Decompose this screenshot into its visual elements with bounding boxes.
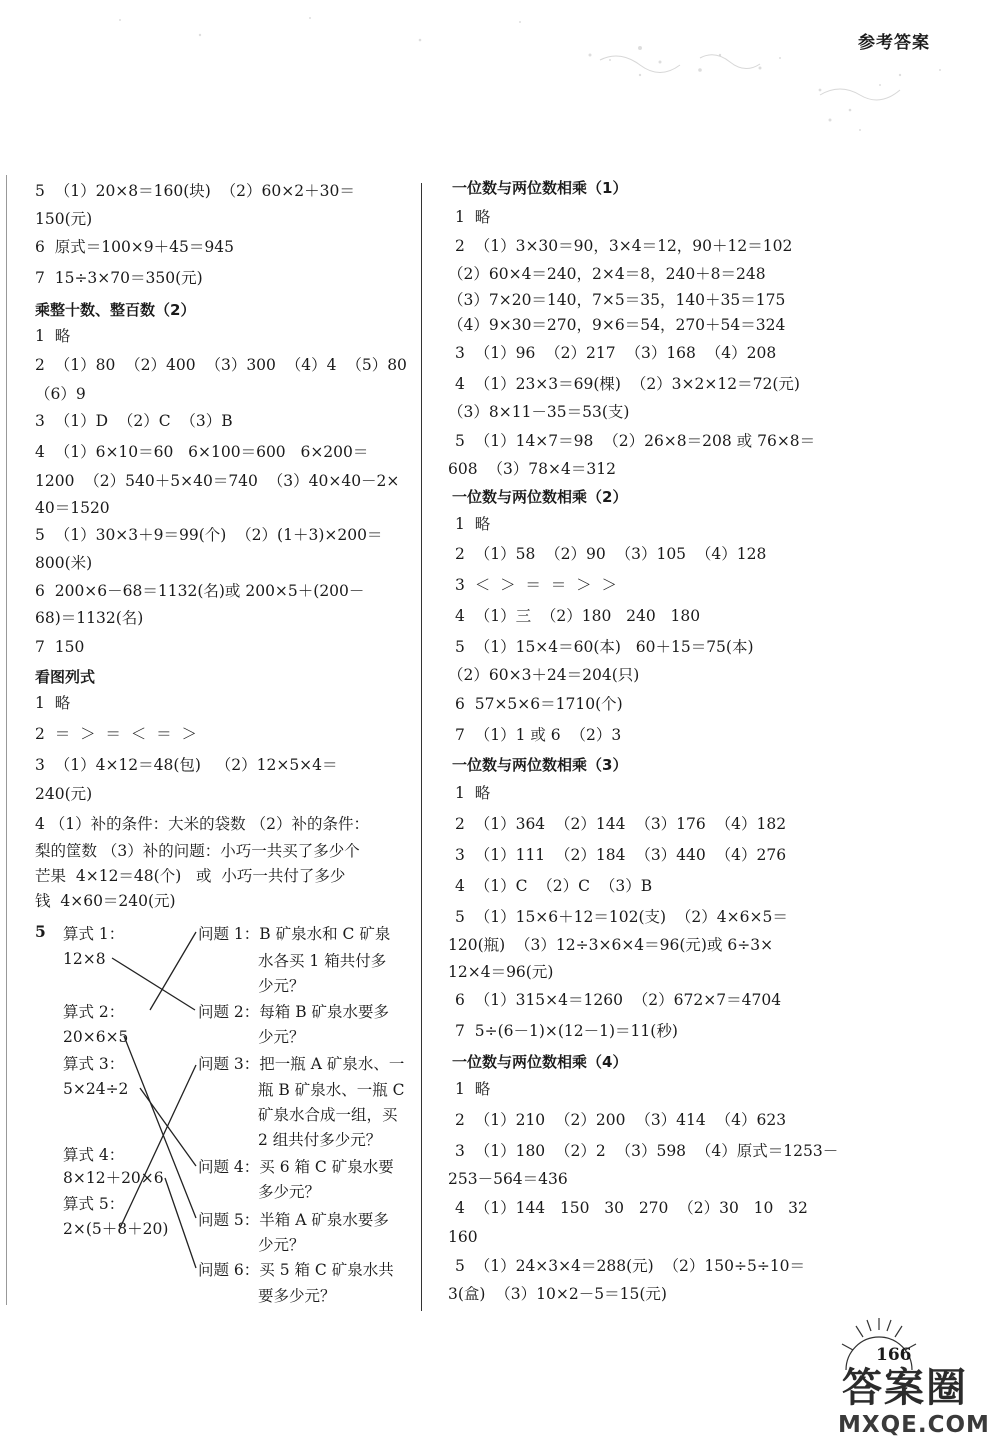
- problem-text: 问题 3：把一瓶 A 矿泉水、一: [198, 1055, 405, 1073]
- formula-label: 算式 1：: [63, 925, 125, 943]
- answer-line: 150(元): [35, 210, 93, 228]
- formula-label: 算式 5：: [63, 1195, 125, 1213]
- formula-expression: 20×6×5: [63, 1028, 129, 1046]
- answer-line: 5 （1）15×6＋12＝102(支) （2）4×6×5＝: [455, 908, 788, 926]
- answer-line: 6 原式＝100×9＋45＝945: [35, 238, 234, 256]
- answer-line: 3 （1）180 （2）2 （3）598 （4）原式＝1253－: [455, 1142, 839, 1160]
- answer-line: 2 （1）364 （2）144 （3）176 （4）182: [455, 815, 787, 833]
- answer-line: 1 略: [455, 515, 491, 533]
- answer-line: 1 略: [455, 784, 491, 802]
- formula-expression: 12×8: [63, 950, 106, 968]
- answer-line: 3 （1）4×12＝48(包) （2）12×5×4＝: [35, 756, 338, 774]
- formula-expression: 2×(5＋8＋20): [63, 1220, 169, 1238]
- answer-line: （2）60×3＋24＝204(只): [448, 666, 640, 684]
- answer-line: （6）9: [35, 385, 86, 403]
- problem-text: 问题 4：买 6 箱 C 矿泉水要: [198, 1158, 394, 1176]
- answer-line: 1 略: [455, 1080, 491, 1098]
- problem-text: 瓶 B 矿泉水、一瓶 C: [258, 1081, 405, 1099]
- answer-line: 5 （1）14×7＝98 （2）26×8＝208 或 76×8＝: [455, 432, 816, 450]
- answer-line: 3 （1）96 （2）217 （3）168 （4）208: [455, 344, 777, 362]
- answer-line: 40＝1520: [35, 499, 110, 517]
- answer-line: 4 （1）6×10＝60 6×100＝600 6×200＝: [35, 443, 369, 461]
- answer-line: 4 （1）C （2）C （3）B: [455, 877, 653, 895]
- answer-line: 6 （1）315×4＝1260 （2）672×7＝4704: [455, 991, 782, 1009]
- answer-line: 7 5÷(6－1)×(12－1)＝11(秒): [455, 1022, 678, 1040]
- watermark-url: MXQE.COM: [838, 1412, 990, 1438]
- problem-text: 要多少元？: [258, 1287, 336, 1305]
- section-heading: 一位数与两位数相乘（1）: [452, 179, 628, 197]
- answer-line: 5 （1）24×3×4＝288(元) （2）150÷5÷10＝: [455, 1257, 806, 1275]
- answer-line: 7 150: [35, 638, 85, 656]
- answer-line: 3 （1）D （2）C （3）B: [35, 412, 233, 430]
- formula-label: 算式 2：: [63, 1003, 125, 1021]
- answer-line: 6 57×5×6＝1710(个): [455, 695, 623, 713]
- answer-line: （3）7×20＝140，7×5＝35，140＋35＝175: [448, 291, 786, 309]
- answer-line: 5 （1）15×4＝60(本) 60＋15＝75(本): [455, 638, 754, 656]
- answer-line: 4 （1）144 150 30 270 （2）30 10 32: [455, 1199, 808, 1217]
- problem-text: 少元？: [258, 1028, 305, 1046]
- answer-line: 2 （1）210 （2）200 （3）414 （4）623: [455, 1111, 787, 1129]
- answer-line: 3 （1）111 （2）184 （3）440 （4）276: [455, 846, 787, 864]
- answer-line: 120(瓶) （3）12÷3×6×4＝96(元)或 6÷3×: [448, 936, 774, 954]
- problem-text: 问题 2：每箱 B 矿泉水要多: [198, 1003, 390, 1021]
- section-heading: 一位数与两位数相乘（2）: [452, 488, 628, 506]
- answer-line: 1 略: [455, 208, 491, 226]
- column-divider: [421, 183, 422, 1311]
- answer-line: （3）8×11－35＝53(支): [448, 403, 630, 421]
- problem-text: 矿泉水合成一组，买: [258, 1106, 398, 1124]
- answer-line: 1200 （2）540＋5×40＝740 （3）40×40－2×: [35, 472, 400, 490]
- answer-line: （2）60×4＝240，2×4＝8，240＋8＝248: [448, 265, 766, 283]
- answer-line: 5 （1）20×8＝160(块) （2）60×2＋30＝: [35, 182, 355, 200]
- question-number: 5: [35, 922, 46, 941]
- answer-line: 4 （1）23×3＝69(棵) （2）3×2×12＝72(元): [455, 375, 800, 393]
- answer-line: 253－564＝436: [448, 1170, 568, 1188]
- formula-expression: 5×24÷2: [63, 1080, 129, 1098]
- watermark-logo: 答案圈: [842, 1365, 968, 1411]
- problem-text: 多少元？: [258, 1183, 321, 1201]
- answer-line: 2 （1）58 （2）90 （3）105 （4）128: [455, 545, 767, 563]
- problem-text: 水各买 1 箱共付多: [258, 952, 387, 970]
- margin-rule: [6, 175, 7, 1305]
- section-heading: 乘整十数、整百数（2）: [35, 301, 196, 319]
- answer-line: 1 略: [35, 327, 71, 345]
- answer-line: 7 （1）1 或 6 （2）3: [455, 726, 622, 744]
- problem-text: 少元？: [258, 1236, 305, 1254]
- answer-line: 4 （1）补的条件：大米的袋数 （2）补的条件：: [35, 815, 369, 833]
- answer-line: （4）9×30＝270，9×6＝54，270＋54＝324: [448, 316, 786, 334]
- header-label: 参考答案: [858, 33, 930, 53]
- answer-line: 3(盒) （3）10×2－5＝15(元): [448, 1285, 667, 1303]
- problem-text: 少元？: [258, 977, 305, 995]
- answer-line: 3 ＜ ＞ ＝ ＝ ＞ ＞: [455, 576, 617, 594]
- answer-line: 2 （1）80 （2）400 （3）300 （4）4 （5）80: [35, 356, 407, 374]
- formula-expression: 8×12＋20×6: [63, 1169, 164, 1187]
- answer-line: 2 ＝ ＞ ＝ ＜ ＝ ＞: [35, 725, 197, 743]
- problem-text: 问题 6：买 5 箱 C 矿泉水共: [198, 1261, 394, 1279]
- section-heading: 一位数与两位数相乘（4）: [452, 1053, 628, 1071]
- answer-line: 608 （3）78×4＝312: [448, 460, 616, 478]
- answer-line: 240(元): [35, 785, 93, 803]
- answer-line: 5 （1）30×3＋9＝99(个) （2）(1＋3)×200＝: [35, 526, 383, 544]
- answer-line: 芒果 4×12＝48(个) 或 小巧一共付了多少: [35, 867, 346, 885]
- answer-line: 160: [448, 1228, 478, 1246]
- section-heading: 一位数与两位数相乘（3）: [452, 756, 628, 774]
- answer-line: 1 略: [35, 694, 71, 712]
- formula-label: 算式 3：: [63, 1055, 125, 1073]
- answer-line: 4 （1）三 （2）180 240 180: [455, 607, 701, 625]
- section-heading: 看图列式: [35, 668, 96, 686]
- problem-text: 问题 1：B 矿泉水和 C 矿泉: [198, 925, 391, 943]
- header-texture: [0, 0, 990, 150]
- page-number: 166: [876, 1345, 912, 1365]
- answer-line: 68)＝1132(名): [35, 609, 144, 627]
- problem-text: 问题 5：半箱 A 矿泉水要多: [198, 1211, 389, 1229]
- answer-line: 12×4＝96(元): [448, 963, 554, 981]
- answer-line: 钱 4×60＝240(元): [35, 892, 176, 910]
- answer-line: 2 （1）3×30＝90，3×4＝12，90＋12＝102: [455, 237, 793, 255]
- answer-line: 梨的筐数 （3）补的问题：小巧一共买了多少个: [35, 842, 360, 860]
- answer-line: 800(米): [35, 554, 93, 572]
- formula-label: 算式 4：: [63, 1146, 125, 1164]
- problem-text: 2 组共付多少元？: [258, 1131, 382, 1149]
- answer-line: 7 15÷3×70＝350(元): [35, 269, 203, 287]
- answer-line: 6 200×6－68＝1132(名)或 200×5＋(200－: [35, 582, 365, 600]
